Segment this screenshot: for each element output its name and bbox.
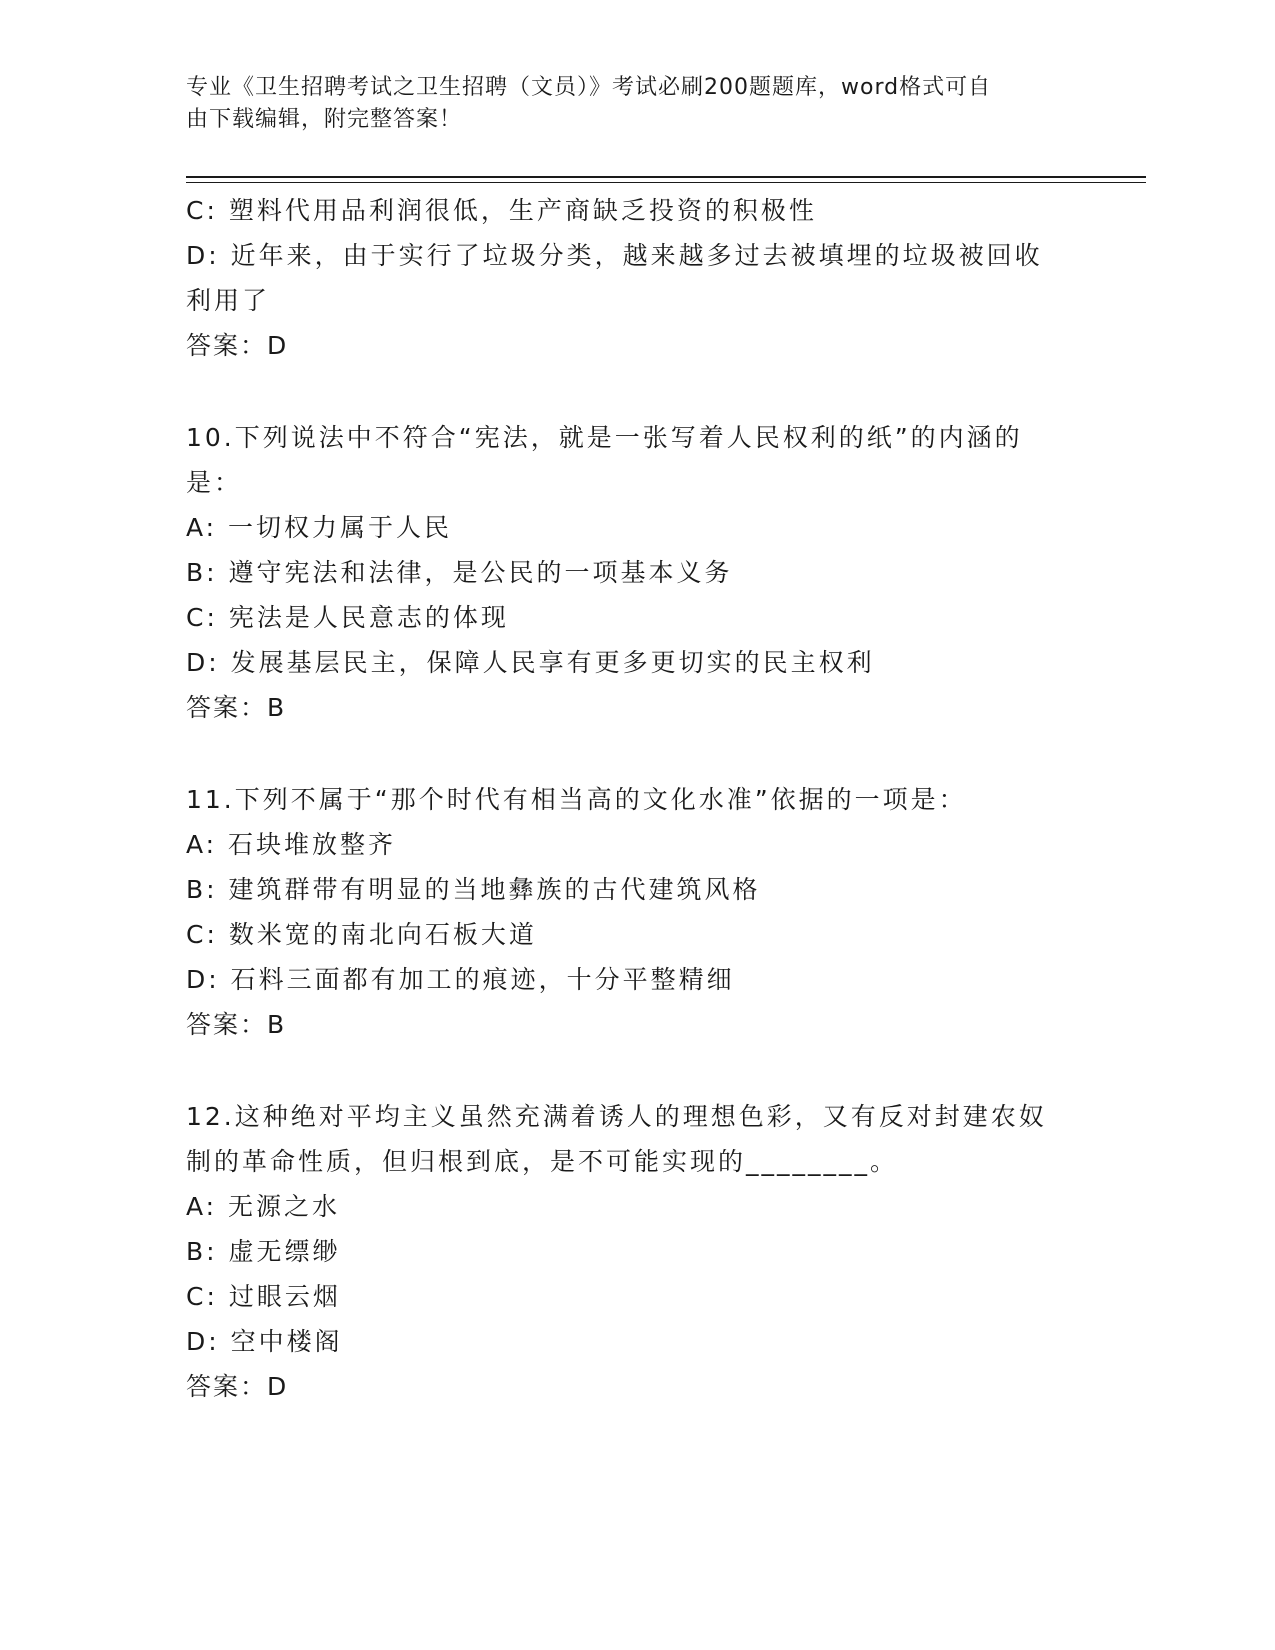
question-stem-continued: 是： xyxy=(186,468,243,497)
document-body xyxy=(186,188,1086,1409)
spacer xyxy=(186,730,1086,777)
question-9-tail xyxy=(186,188,1086,368)
header-line-1: 专业《卫生招聘考试之卫生招聘（文员）》考试必刷200题题库，word格式可自 xyxy=(186,75,992,100)
option-c: C: 塑料代用品利润很低，生产商缺乏投资的积极性 xyxy=(186,196,817,225)
option-c: C: 数米宽的南北向石板大道 xyxy=(186,920,537,949)
option-b: B: 建筑群带有明显的当地彝族的古代建筑风格 xyxy=(186,875,761,904)
option-c: C: 宪法是人民意志的体现 xyxy=(186,603,509,632)
option-a: A: 无源之水 xyxy=(186,1192,341,1221)
header-rule-thin xyxy=(186,182,1146,183)
answer: 答案：B xyxy=(186,693,287,722)
answer: 答案：D xyxy=(186,1372,289,1401)
option-c: C: 过眼云烟 xyxy=(186,1282,341,1311)
spacer xyxy=(186,1047,1086,1094)
spacer xyxy=(186,368,1086,415)
header-line-2: 由下载编辑，附完整答案！ xyxy=(186,107,463,132)
option-b: B: 虚无缥缈 xyxy=(186,1237,341,1266)
question-stem: 10.下列说法中不符合“宪法，就是一张写着人民权利的纸”的内涵的 xyxy=(186,423,1023,452)
question-stem-continued: 制的革命性质，但归根到底，是不可能实现的________。 xyxy=(186,1147,899,1176)
answer: 答案：D xyxy=(186,331,289,360)
option-d-continued: 利用了 xyxy=(186,286,271,315)
question-stem: 12.这种绝对平均主义虽然充满着诱人的理想色彩，又有反对封建农奴 xyxy=(186,1102,1047,1131)
header-rule-thick xyxy=(186,176,1146,178)
option-a: A: 石块堆放整齐 xyxy=(186,830,397,859)
question-11 xyxy=(186,777,1086,1047)
option-d: D: 空中楼阁 xyxy=(186,1327,343,1356)
option-d: D: 发展基层民主，保障人民享有更多更切实的民主权利 xyxy=(186,648,875,677)
option-a: A: 一切权力属于人民 xyxy=(186,513,453,542)
question-12 xyxy=(186,1094,1086,1409)
question-10 xyxy=(186,415,1086,730)
option-b: B: 遵守宪法和法律，是公民的一项基本义务 xyxy=(186,558,733,587)
option-d: D: 近年来，由于实行了垃圾分类，越来越多过去被填埋的垃圾被回收 xyxy=(186,241,1043,270)
answer: 答案：B xyxy=(186,1010,287,1039)
option-d: D: 石料三面都有加工的痕迹，十分平整精细 xyxy=(186,965,735,994)
question-stem: 11.下列不属于“那个时代有相当高的文化水准”依据的一项是： xyxy=(186,785,967,814)
document-header xyxy=(186,72,1066,136)
